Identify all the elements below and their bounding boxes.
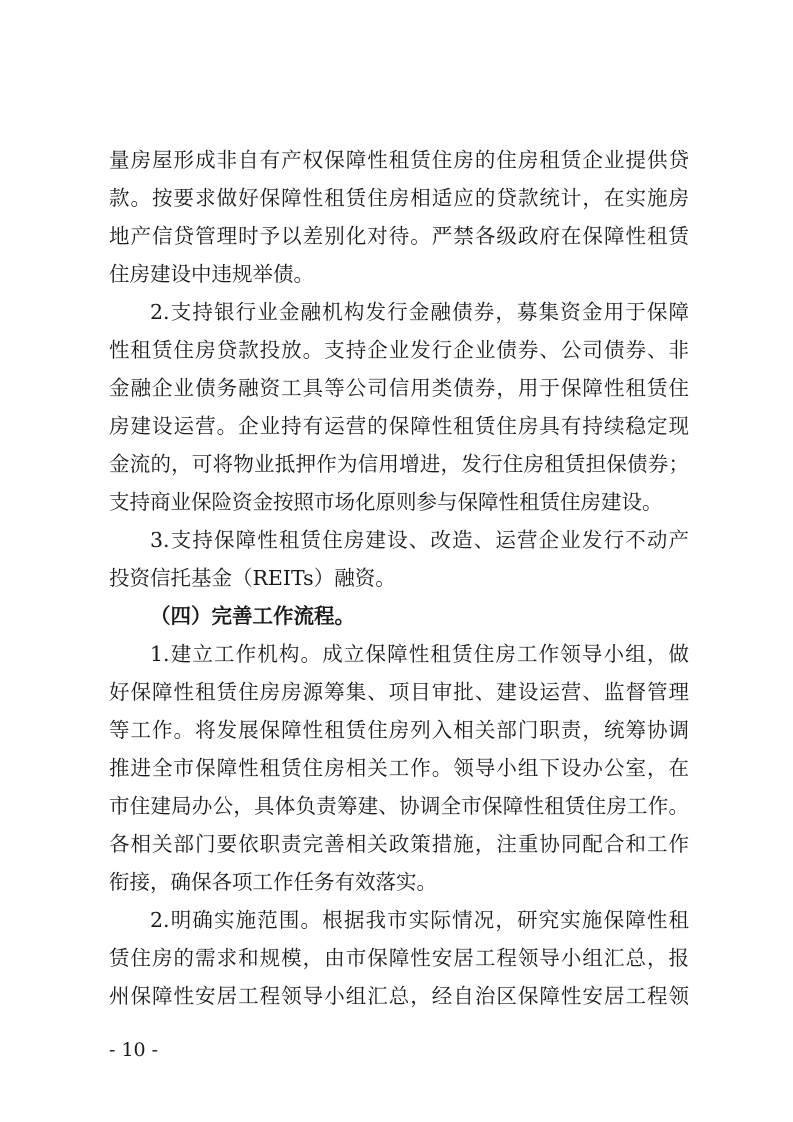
- text-line: 投资信托基金（REITs）融资。: [109, 566, 396, 590]
- text-line: 推进全市保障性租赁住房相关工作。领导小组下设办公室，在: [109, 756, 689, 780]
- section-heading: （四）完善工作流程。: [150, 604, 355, 628]
- text-line: 2.明确实施范围。根据我市实际情况，研究实施保障性租: [150, 908, 689, 932]
- text-line: 金融企业债务融资工具等公司信用类债券，用于保障性租赁住: [109, 376, 689, 400]
- text-line: 款。按要求做好保障性租赁住房相适应的贷款统计，在实施房: [109, 186, 689, 210]
- text-line: 州保障性安居工程领导小组汇总，经自治区保障性安居工程领: [109, 984, 689, 1008]
- text-line: 衔接，确保各项工作任务有效落实。: [109, 870, 437, 894]
- text-line: 2.支持银行业金融机构发行金融债券，募集资金用于保障: [150, 300, 689, 324]
- text-line: 支持商业保险资金按照市场化原则参与保障性租赁住房建设。: [109, 490, 663, 514]
- text-line: 金流的，可将物业抵押作为信用增进，发行住房租赁担保债券；: [109, 452, 689, 476]
- text-line: 性租赁住房贷款投放。支持企业发行企业债券、公司债券、非: [109, 338, 689, 362]
- text-line: 等工作。将发展保障性租赁住房列入相关部门职责，统筹协调: [109, 718, 689, 742]
- text-line: 赁住房的需求和规模，由市保障性安居工程领导小组汇总，报: [109, 946, 689, 970]
- text-line: 房建设运营。企业持有运营的保障性租赁住房具有持续稳定现: [109, 414, 689, 438]
- text-line: 地产信贷管理时予以差别化对待。严禁各级政府在保障性租赁: [109, 224, 689, 248]
- text-line: 1.建立工作机构。成立保障性租赁住房工作领导小组，做: [150, 642, 689, 666]
- text-line: 3.支持保障性租赁住房建设、改造、运营企业发行不动产: [150, 528, 689, 552]
- text-line: 住房建设中违规举债。: [109, 262, 314, 286]
- text-line: 各相关部门要依职责完善相关政策措施，注重协同配合和工作: [109, 832, 689, 856]
- text-line: 量房屋形成非自有产权保障性租赁住房的住房租赁企业提供贷: [109, 148, 689, 172]
- text-line: 好保障性租赁住房房源筹集、项目审批、建设运营、监督管理: [109, 680, 689, 704]
- text-line: 市住建局办公，具体负责筹建、协调全市保障性租赁住房工作。: [109, 794, 689, 818]
- page-number: - 10 -: [109, 1039, 159, 1061]
